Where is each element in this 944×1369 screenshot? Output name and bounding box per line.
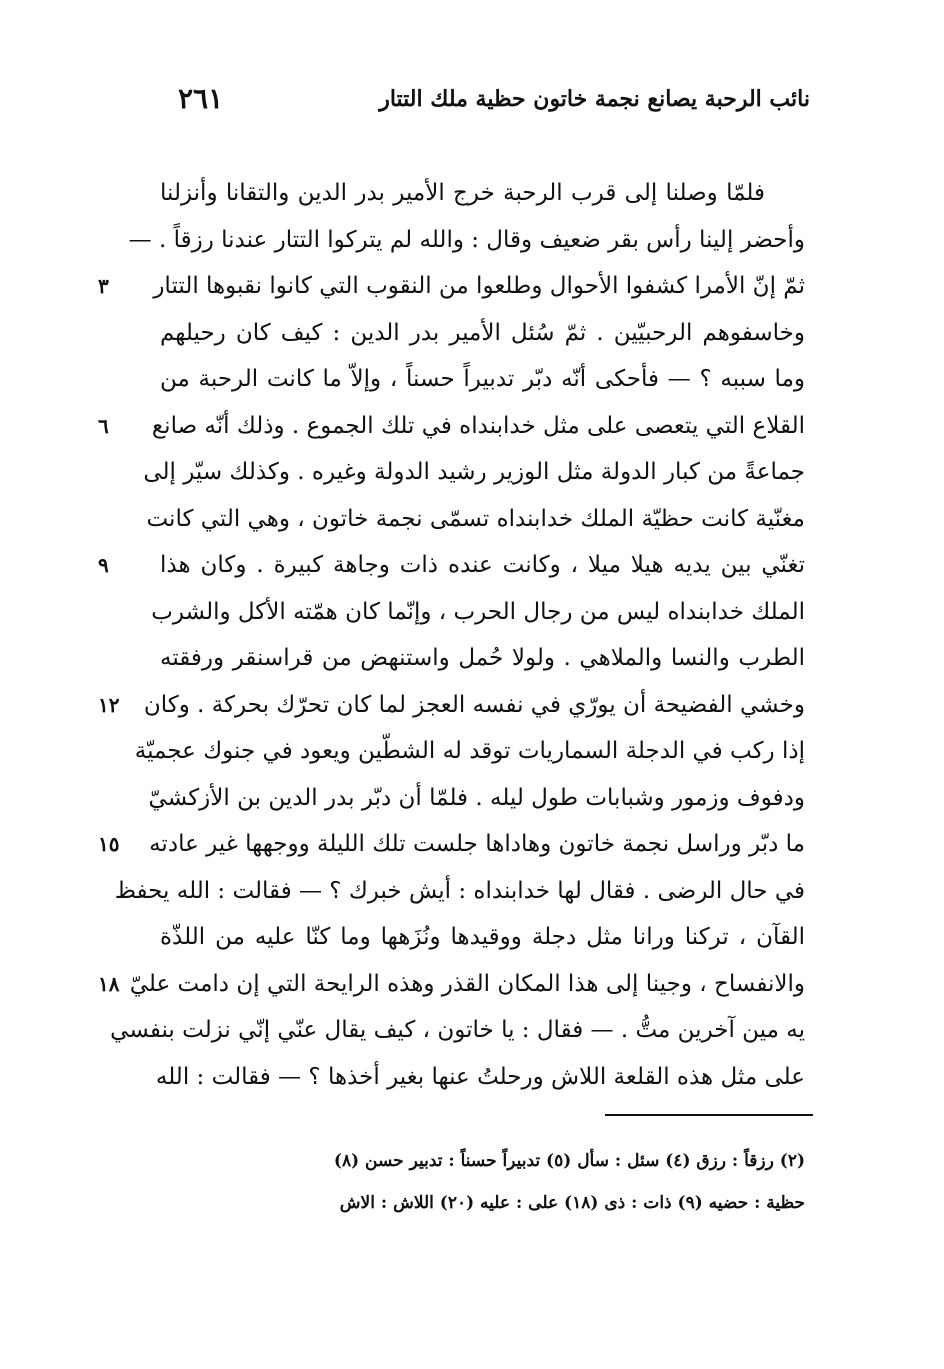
page-header bbox=[160, 82, 810, 122]
line-number: ١٢ bbox=[98, 692, 120, 717]
text-line bbox=[155, 1054, 805, 1101]
text-line bbox=[114, 868, 805, 915]
line-number: ٩ bbox=[98, 553, 109, 577]
text-line bbox=[146, 496, 805, 543]
text-line bbox=[160, 310, 805, 357]
line-text: على مثل هذه القلعة اللاش ورحلتُ عنها بغير أخذها ؟ — فقالت : الله bbox=[155, 1063, 805, 1090]
text-line bbox=[151, 589, 805, 636]
line-text: في حال الرضى . فقال لها خدابنداه : أيش خبرك ؟ — فقالت : الله يحفظ bbox=[114, 877, 805, 904]
page-number: ٢٦١ bbox=[178, 82, 224, 115]
line-text: مغنّية كانت حظيّة الملك خدابنداه تسمّى نجمة خاتون ، وهي التي كانت bbox=[146, 505, 805, 532]
line-text: ما دبّر وراسل نجمة خاتون وهاداها جلست تلك الليلة ووجهها غير عادته bbox=[149, 831, 805, 857]
line-text: وما سببه ؟ — فأحكى أنّه دبّر تدبيراً حسناً ، وإلاّ ما كانت الرحبة من bbox=[160, 366, 805, 392]
line-text: والانفساح ، وجينا إلى هذا المكان القذر وهذه الرايحة التي إن دامت عليّ bbox=[129, 970, 805, 997]
footnote-divider bbox=[605, 1114, 813, 1116]
line-text: القلاع التي يتعصى على مثل خدابنداه في تلك الجموع . وذلك أنّه صانع bbox=[151, 412, 805, 439]
line-number: ١٥ bbox=[98, 832, 120, 856]
line-text: الطرب والنسا والملاهي . ولولا حُمل واستنهض من قراسنقر ورفقته bbox=[160, 645, 805, 671]
text-line bbox=[160, 635, 805, 682]
line-text: يه مين آخرين متُّ . — فقال : يا خاتون ، كيف يقال عنّي إنّي نزلت بنفسي bbox=[110, 1017, 805, 1043]
text-line bbox=[98, 403, 805, 450]
footnotes bbox=[175, 1140, 805, 1224]
line-text: ثمّ إنّ الأمرا كشفوا الأحوال وطلعوا من النقوب التي كانوا نقبوها التتار bbox=[153, 273, 805, 299]
line-text: وخاسفوهم الرحبيّين . ثمّ سُئل الأمير بدر الدين : كيف كان رحيلهم bbox=[160, 319, 805, 346]
text-line bbox=[98, 542, 805, 589]
line-number: ١٨ bbox=[98, 971, 120, 996]
line-text: إذا ركب في الدجلة السماريات توقد له الشطّين ويعود في جنوك عجميّة bbox=[134, 738, 805, 764]
text-line bbox=[148, 775, 805, 822]
running-title: نائب الرحبة يصانع نجمة خاتون حظية ملك التتار bbox=[379, 86, 810, 112]
line-text: ودفوف وزمور وشبابات طول ليله . فلمّا أن دبّر بدر الدين بن الأزكشيّ bbox=[148, 784, 805, 811]
text-line bbox=[134, 728, 805, 775]
text-line bbox=[143, 449, 805, 496]
footnote-line: حظية : حضيه (٩) ذات : ذى (١٨) على : عليه (٢٠) اللاش : الاش bbox=[339, 1193, 805, 1213]
text-line bbox=[98, 821, 805, 868]
line-text: وأحضر إلينا رأس بقر ضعيف وقال : والله لم يتركوا التتار عندنا رزقاً . — bbox=[128, 226, 805, 253]
text-line bbox=[128, 217, 805, 264]
text-line bbox=[98, 961, 805, 1008]
text-line bbox=[160, 170, 805, 217]
line-number: ٣ bbox=[98, 274, 109, 298]
line-text: فلمّا وصلنا إلى قرب الرحبة خرج الأمير بدر الدين والتقانا وأنزلنا bbox=[160, 180, 765, 206]
line-text: الملك خدابنداه ليس من رجال الحرب ، وإنّما كان همّته الأكل والشرب bbox=[151, 598, 805, 625]
line-number: ٦ bbox=[98, 413, 109, 438]
line-text: القآن ، تركنا ورانا مثل دجلة ووقيدها ونُزَهها وما كنّا عليه من اللذّة bbox=[160, 924, 805, 950]
line-text: وخشي الفضيحة أن يورّي في نفسه العجز لما كان تحرّك بحركة . وكان bbox=[143, 691, 805, 718]
footnote-line: (٢) رزقاً : رزق (٤) سئل : سأل (٥) تدبيراً حسناً : تدبير حسن (٨) bbox=[333, 1151, 805, 1171]
text-line bbox=[98, 263, 805, 310]
body-text bbox=[98, 170, 805, 1100]
text-line bbox=[160, 914, 805, 961]
line-text: جماعةً من كبار الدولة مثل الوزير رشيد الدولة وغيره . وكذلك سيّر إلى bbox=[143, 459, 805, 485]
line-text: تغنّي بين يديه هيلا ميلا ، وكانت عنده ذات وجاهة كبيرة . وكان هذا bbox=[160, 552, 805, 578]
text-line bbox=[98, 682, 805, 729]
text-line bbox=[160, 356, 805, 403]
text-line bbox=[110, 1007, 805, 1054]
